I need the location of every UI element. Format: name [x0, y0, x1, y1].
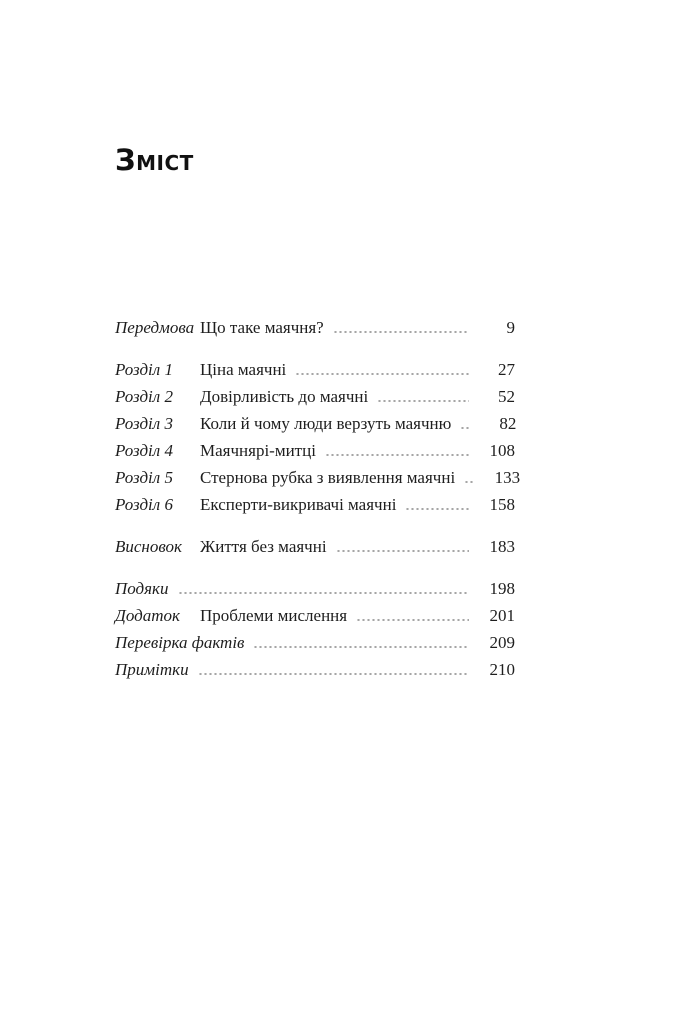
toc-entry-label: Розділ 3: [115, 414, 173, 433]
dot-leader: [405, 508, 469, 510]
toc-entry-page: 27: [498, 360, 515, 379]
toc-entry: [115, 602, 515, 629]
toc-entry: [115, 656, 515, 683]
dot-leader: [464, 481, 474, 483]
toc-entry-label: Примітки: [115, 660, 189, 679]
toc-entry: [115, 410, 515, 437]
page-title: Зміст: [115, 143, 194, 177]
toc-entry-page: 210: [489, 660, 515, 679]
toc-entry-label: Перевірка фактів: [115, 633, 245, 652]
toc-entry-page: 133: [494, 468, 521, 487]
toc-entry-title: Життя без маячні: [200, 537, 327, 556]
toc-entry-label: Розділ 6: [115, 495, 173, 514]
toc-entry-page: 158: [489, 495, 515, 514]
toc-entry-page: 82: [499, 414, 517, 433]
toc-entry-page: 52: [498, 387, 515, 406]
dot-leader: [178, 592, 469, 594]
toc-entry: [115, 437, 515, 464]
table-of-contents: [115, 314, 521, 683]
dot-leader: [377, 400, 469, 402]
toc-entry-title: Стернова рубка з виявлення маячні: [200, 468, 456, 487]
toc-group-conclusion: [115, 533, 515, 560]
toc-entry-title: Коли й чому люди верзуть маячню: [200, 414, 452, 433]
dot-leader: [295, 373, 469, 375]
dot-leader: [198, 673, 469, 675]
dot-leader: [333, 331, 469, 333]
toc-entry: [115, 533, 515, 560]
toc-entry-page: 183: [489, 537, 515, 556]
toc-entry-title: Ціна маячні: [200, 360, 287, 379]
toc-entry-label: Подяки: [115, 579, 169, 598]
toc-group-chapters: [115, 356, 521, 518]
toc-entry-page: 198: [489, 579, 515, 598]
toc-entry: [115, 356, 515, 383]
toc-entry: [115, 491, 515, 518]
toc-entry: [115, 464, 521, 491]
dot-leader: [253, 646, 469, 648]
page-content: [115, 0, 521, 683]
toc-entry: [115, 629, 515, 656]
toc-entry-label: Розділ 1: [115, 360, 173, 379]
toc-entry-label: Розділ 2: [115, 387, 173, 406]
toc-entry-title: Проблеми мислення: [200, 606, 348, 625]
dot-leader: [356, 619, 469, 621]
toc-entry-label: Передмова: [115, 318, 195, 337]
toc-entry-page: 209: [489, 633, 515, 652]
dot-leader: [325, 454, 469, 456]
toc-entry-title: Маячнярі-митці: [200, 441, 316, 460]
toc-entry-title: Що таке маячня?: [200, 318, 324, 337]
dot-leader: [336, 550, 469, 552]
toc-entry-label: Додаток: [115, 606, 180, 625]
toc-group-back-matter: [115, 575, 515, 683]
toc-entry-page: 9: [506, 318, 515, 337]
toc-entry-page: 201: [489, 606, 515, 625]
toc-entry-label: Висновок: [115, 537, 182, 556]
toc-entry-page: 108: [489, 441, 515, 460]
toc-entry-label: Розділ 5: [115, 468, 173, 487]
dot-leader: [460, 427, 470, 429]
toc-entry: [115, 383, 515, 410]
toc-group-front-matter: [115, 314, 515, 341]
toc-entry-label: Розділ 4: [115, 441, 173, 460]
toc-entry: [115, 575, 515, 602]
toc-entry: [115, 314, 515, 341]
toc-entry-title: Довірливість до маячні: [200, 387, 369, 406]
toc-entry-title: Експерти-викривачі маячні: [200, 495, 397, 514]
